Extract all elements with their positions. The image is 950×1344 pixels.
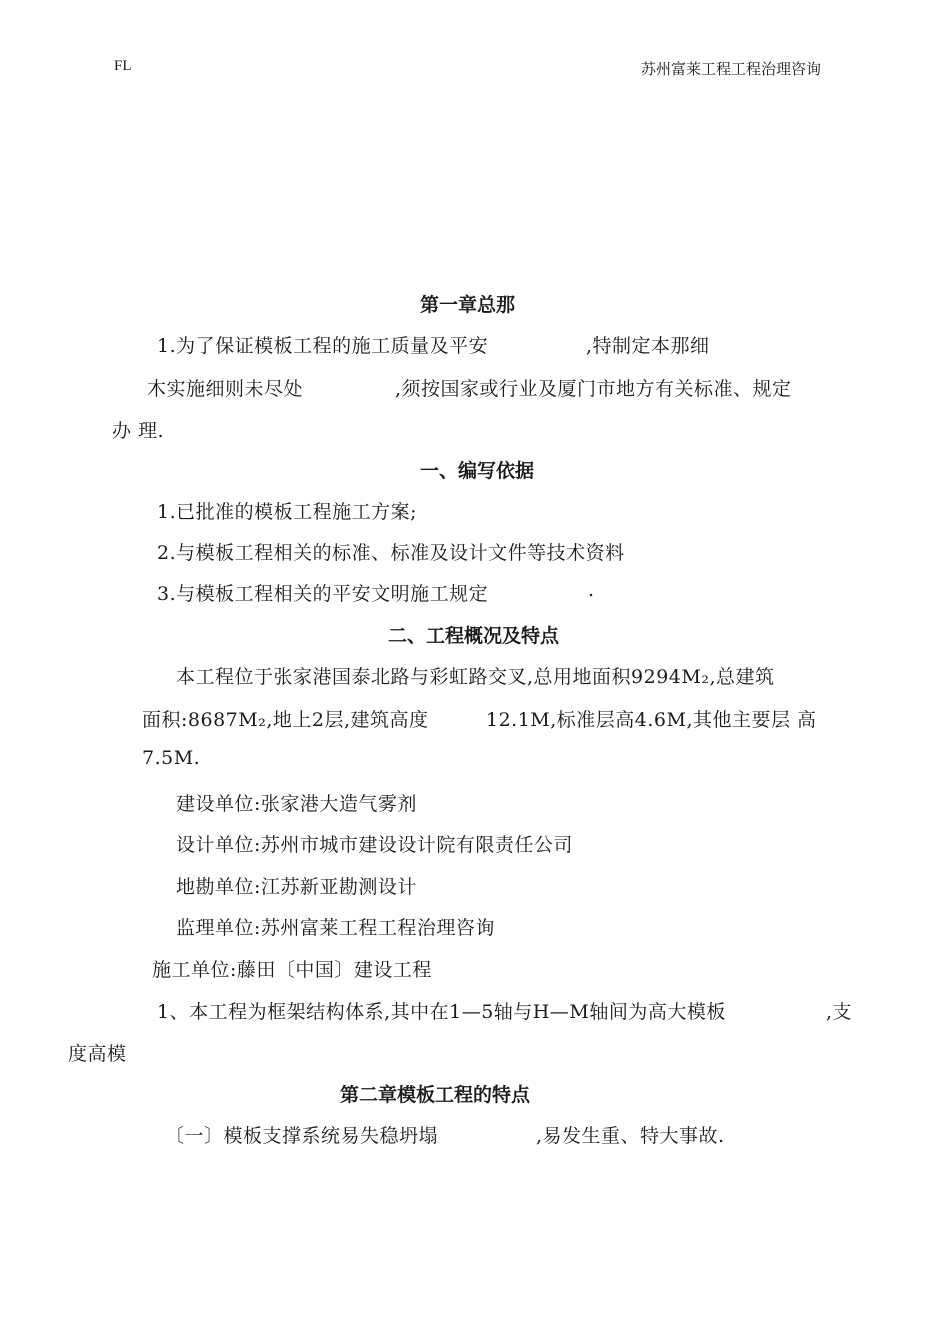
section1-item-3-tail: . — [588, 579, 595, 601]
unit-survey: 地勘单位:江苏新亚勘测设计 — [176, 876, 417, 898]
para1-text-a: 1.为了保证模板工程的施工质量及平安 — [157, 335, 489, 357]
section1-item-3: 3.与模板工程相关的平安文明施工规定 — [157, 583, 489, 605]
overview-line-3: 7.5M. — [142, 747, 201, 769]
unit-construction: 建设单位:张家港大造气雾剂 — [176, 793, 417, 815]
chapter2-title: 第二章模板工程的特点 — [340, 1084, 531, 1106]
feature1-text-c: 度高模 — [68, 1043, 127, 1065]
feature1-text-a: 1、本工程为框架结构体系,其中在1—5轴与H—M轴间为高大模板 — [157, 1001, 726, 1023]
header-right: 苏州富莱工程工程治理咨询 — [641, 62, 822, 78]
chapter1-title: 第一章总那 — [420, 294, 516, 316]
para1-text-c: 木实施细则未尽处 — [147, 378, 304, 400]
chapter2-item1-b: ,易发生重、特大事故. — [536, 1125, 725, 1147]
overview-line-2a: 面积:8687M₂,地上2层,建筑高度 — [142, 709, 429, 731]
section2-title: 二、工程概况及特点 — [388, 625, 560, 647]
unit-supervision: 监理单位:苏州富莱工程工程治理咨询 — [176, 917, 495, 939]
para1-text-b: ,特制定本那细 — [586, 335, 710, 357]
para1-text-e: 办 理. — [112, 420, 165, 442]
unit-design: 设计单位:苏州市城市建设设计院有限责任公司 — [176, 834, 573, 856]
chapter2-item1-a: 〔一〕模板支撑系统易失稳坍塌 — [165, 1125, 439, 1147]
header-left: FL — [114, 58, 132, 74]
section1-item-1: 1.已批准的模板工程施工方案; — [157, 501, 418, 523]
overview-line-1: 本工程位于张家港国泰北路与彩虹路交叉,总用地面积9294M₂,总建筑 — [176, 666, 775, 688]
overview-line-2b: 12.1M,标准层高4.6M,其他主要层 高 — [486, 709, 817, 731]
para1-text-d: ,须按国家或行业及厦门市地方有关标准、规定 — [395, 378, 792, 400]
feature1-text-b: ,支 — [826, 1001, 853, 1023]
section1-title: 一、编写依据 — [420, 460, 535, 482]
section1-item-2: 2.与模板工程相关的标准、标准及设计文件等技术资料 — [157, 542, 625, 564]
unit-contractor: 施工单位:藤田〔中国〕建设工程 — [152, 959, 432, 981]
